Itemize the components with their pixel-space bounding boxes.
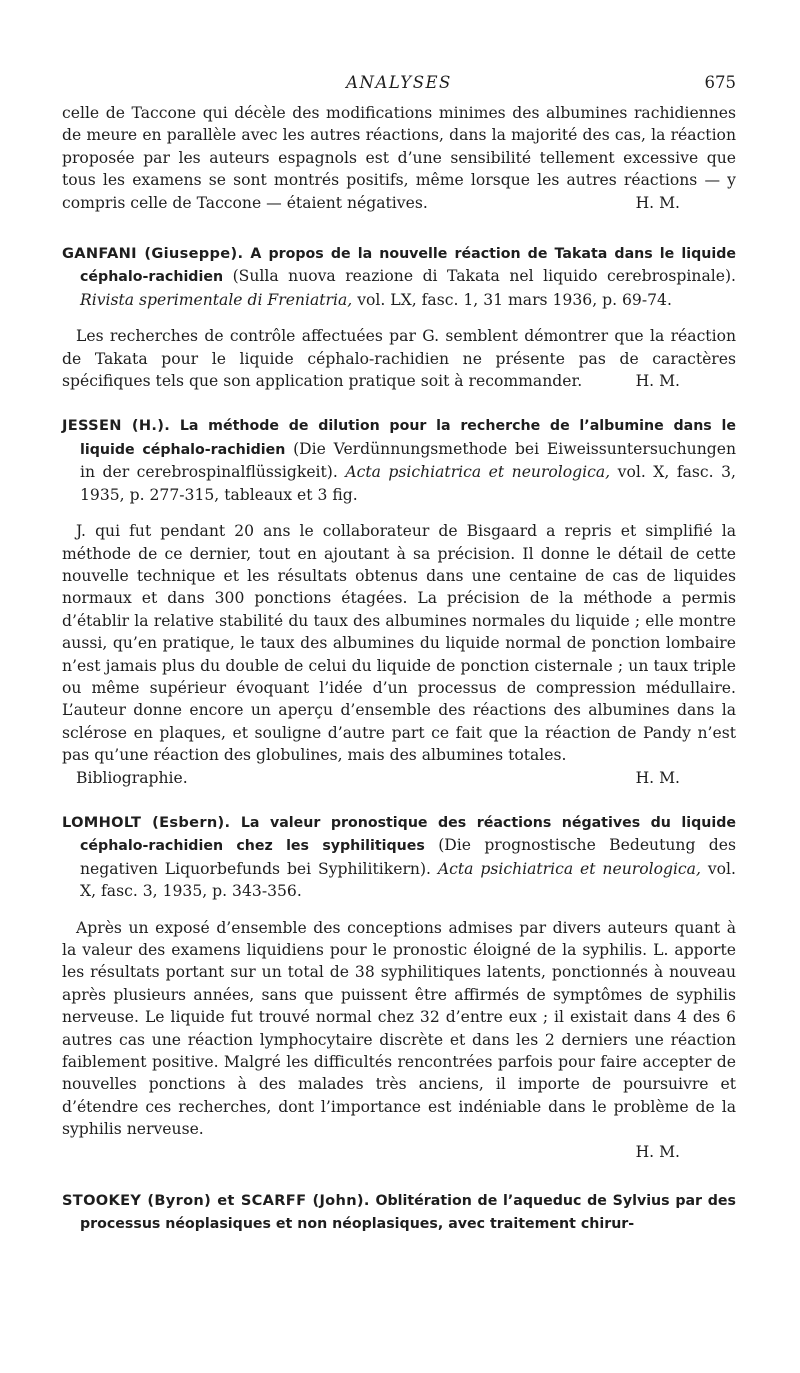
citation [62,242,736,311]
review-body: Après un exposé d’ensemble des conceptions admises par divers auteurs quant à la valeur des examens liquidiens pour le pronostic éloigné de la syphilis. L. apporte les résultats portant sur un total de 38 syphilitiques latents, ponctionnés à nouveau après plusieurs années, sans que puissent être affirmés de symptômes de syphilis nerveuse. Le liquide fut trouvé normal chez 32 d’entre eux ; il existait dans 4 des 6 autres cas une réaction lymphocytaire discrète et dans les 2 derniers une réaction faiblement positive. Malgré les difficultés rencontrées parfois pour faire accepter de nouvelles ponctions à des malades très anciens, il importe de poursuivre et d’étendre ces recherches, dont l’importance est indéniable dans le problème de la syphilis nerveuse. [62,918,736,1139]
review-lomholt [62,811,736,1163]
review-title: Oblitération de l’aqueduc de Sylvius par des processus néoplasiques et non néoplasiques, avec traitement chirur- [80,1193,736,1233]
review-author: JESSEN (H.). [62,417,171,435]
publication-details: vol. X, fasc. 3, 1935, p. 277-315, tableaux et 3 fig. [80,463,736,504]
running-title: ANALYSES [346,73,452,92]
bibliography-note: Bibliographie. [76,768,188,787]
publication-details: vol. X, fasc. 3, 1935, p. 343-356. [80,859,736,901]
review-title: La valeur pronostique des réactions négatives du liquide céphalo-rachidien chez les syphilitiques [80,814,736,855]
journal-name: Rivista sperimentale di Freniatria, [80,290,353,309]
review-author: LOMHOLT (Esbern). [62,813,231,831]
review-signature: H. M. [635,1142,680,1161]
intro-signature: H. M. [635,193,680,212]
page-content [62,102,736,1236]
review-author: GANFANI (Giuseppe). [62,245,244,263]
original-title: (Die prognostische Bedeutung des negativen Liquorbefunds bei Syphilitikern). [80,836,736,878]
review-signature: H. M. [635,372,680,391]
review-stookey [62,1189,736,1236]
review-ganfani [62,242,736,392]
citation [62,1189,736,1236]
review-body [62,325,736,392]
review-signature: H. M. [635,768,680,787]
journal-name: Acta psichiatrica et neurologica, [437,859,701,878]
review-jessen [62,414,736,789]
review-author: STOOKEY (Byron) et SCARFF (John). [62,1192,370,1210]
citation [62,811,736,903]
page-number: 675 [704,73,736,92]
original-title: (Die Verdünnungsmethode bei Eiweissuntersuchungen in der cerebrospinalflüssigkeit). [80,439,736,482]
running-header [62,73,736,97]
citation [62,414,736,506]
intro-paragraph [62,102,736,214]
original-title: (Sulla nuova reazione di Takata nel liquido cerebrospinale). [232,267,736,286]
publication-details: vol. LX, fasc. 1, 31 mars 1936, p. 69-74. [357,290,672,309]
review-text: Les recherches de contrôle affectuées par G. semblent démontrer que la réaction de Takata pour le liquide céphalo-rachidien ne présente pas de caractères spécifiques tels que son application pratique soit à recommander. [62,327,736,391]
intro-text: celle de Taccone qui décèle des modifications minimes des albumines rachidiennes de meure en parallèle avec les autres réactions, dans la majorité des cas, la réaction proposée par les auteurs espagnols est d’une sensibilité tellement excessive que tous les examens se sont montrés positifs, même lorsque les autres réactions — y compris celle de Taccone — étaient négatives. [62,104,736,212]
review-title: La méthode de dilution pour la recherche de l’albumine dans le liquide céphalo-rachidien [80,418,736,458]
journal-name: Acta psichiatrica et neurologica, [345,463,611,482]
review-body: J. qui fut pendant 20 ans le collaborateur de Bisgaard a repris et simplifié la méthode de ce dernier, tout en ajoutant à sa précision. Il donne le détail de cette nouvelle technique et les résultats obtenus dans une centaine de cas de liquides normaux et dans 300 ponctions étagées. La précision de la méthode a permis d’établir la relative stabilité du taux des albumines normales du liquide ; elle montre aussi, qu’en pratique, le taux des albumines du liquide normal de ponction lombaire n’est jamais plus du double de celui du liquide de ponction cisternale ; un taux triple ou même supérieur évoquant l’idée d’un processus de compression médullaire. L’auteur donne encore un aperçu d’ensemble des réactions des albumines dans la sclérose en plaques, et souligne d’autre part ce fait que la réaction de Pandy n’est pas qu’une réaction des globulines, mais des albumines totales. [62,522,736,765]
review-extra [62,767,736,789]
review-title: A propos de la nouvelle réaction de Takata dans le liquide céphalo-rachidien [80,246,737,286]
